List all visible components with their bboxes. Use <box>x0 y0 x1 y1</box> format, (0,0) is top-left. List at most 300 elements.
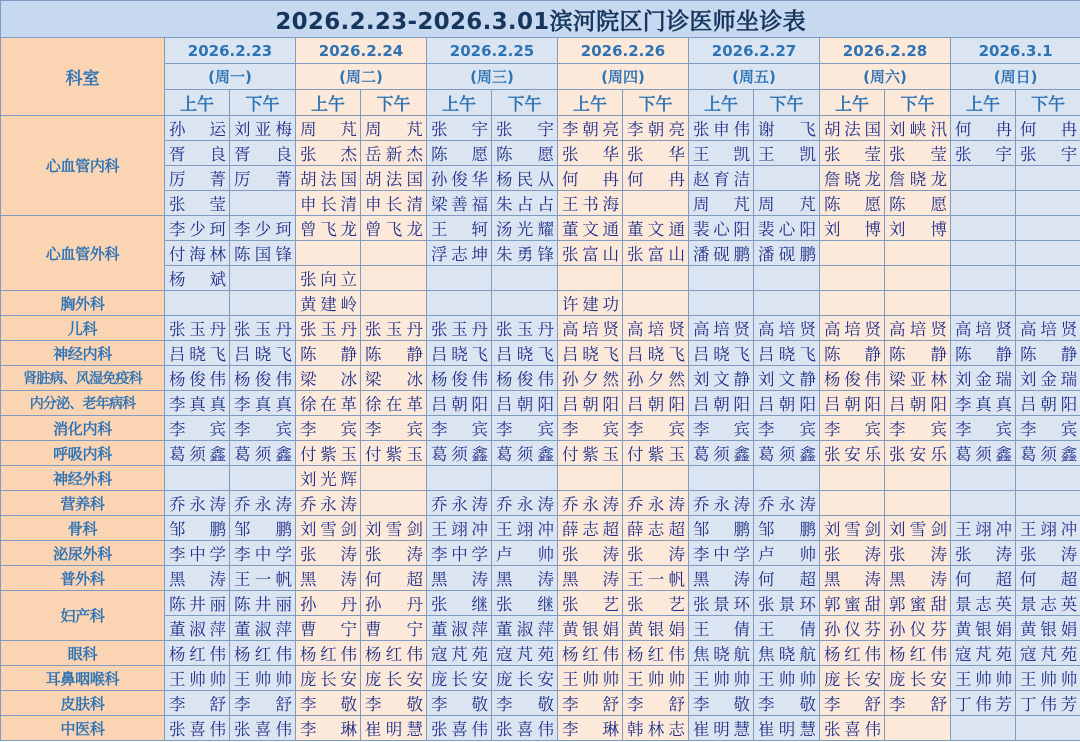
department-name: 神经内科 <box>1 341 165 366</box>
morning-header: 上午 <box>165 90 230 116</box>
doctor-cell: 李宾 <box>361 416 427 441</box>
department-name: 耳鼻咽喉科 <box>1 666 165 691</box>
doctor-cell: 张涛 <box>951 541 1016 566</box>
doctor-cell <box>820 266 885 291</box>
doctor-cell <box>820 466 885 491</box>
table-row <box>1 416 1080 441</box>
doctor-cell: 李舒 <box>885 691 951 716</box>
doctor-cell: 张华 <box>558 141 623 166</box>
doctor-cell: 寇芃苑 <box>427 641 492 666</box>
afternoon-header: 下午 <box>230 90 296 116</box>
doctor-cell: 庞长安 <box>820 666 885 691</box>
doctor-cell: 庞长安 <box>361 666 427 691</box>
doctor-cell: 黄银娟 <box>623 616 689 641</box>
doctor-cell <box>754 166 820 191</box>
doctor-cell: 周芃 <box>689 191 754 216</box>
doctor-cell: 李朝亮 <box>623 116 689 141</box>
doctor-cell: 裴心阳 <box>754 216 820 241</box>
doctor-cell: 李少珂 <box>230 216 296 241</box>
doctor-cell: 孙俊华 <box>427 166 492 191</box>
doctor-cell <box>361 291 427 316</box>
doctor-cell: 孙丹 <box>361 591 427 616</box>
doctor-cell: 高培贤 <box>689 316 754 341</box>
doctor-cell: 庞长安 <box>492 666 558 691</box>
doctor-cell: 张喜伟 <box>230 716 296 741</box>
doctor-cell <box>427 291 492 316</box>
table-row <box>1 516 1080 541</box>
doctor-cell: 杨民从 <box>492 166 558 191</box>
department-name: 消化内科 <box>1 416 165 441</box>
doctor-cell: 李宾 <box>820 416 885 441</box>
doctor-cell <box>951 191 1016 216</box>
doctor-cell: 何超 <box>754 566 820 591</box>
doctor-cell: 孙丹 <box>296 591 361 616</box>
doctor-cell <box>230 266 296 291</box>
doctor-cell: 乔永涛 <box>492 491 558 516</box>
doctor-cell: 陈井丽 <box>165 591 230 616</box>
day-weekday-header: (周二) <box>296 64 427 90</box>
doctor-cell: 黑涛 <box>296 566 361 591</box>
doctor-cell: 詹晓龙 <box>820 166 885 191</box>
doctor-cell <box>951 291 1016 316</box>
doctor-cell: 李宾 <box>623 416 689 441</box>
department-name: 儿科 <box>1 316 165 341</box>
doctor-cell: 高培贤 <box>885 316 951 341</box>
doctor-cell: 付紫玉 <box>361 441 427 466</box>
doctor-cell: 李敬 <box>296 691 361 716</box>
doctor-cell: 李敬 <box>492 691 558 716</box>
doctor-cell: 杨俊伟 <box>427 366 492 391</box>
doctor-cell: 邹鹏 <box>754 516 820 541</box>
doctor-cell: 焦晓航 <box>689 641 754 666</box>
doctor-cell: 陈静 <box>951 341 1016 366</box>
doctor-cell: 刘金瑞 <box>951 366 1016 391</box>
doctor-cell: 刘光辉 <box>296 466 361 491</box>
doctor-cell: 陈静 <box>1016 341 1080 366</box>
doctor-cell: 陈愿 <box>885 191 951 216</box>
doctor-cell: 杨俊伟 <box>820 366 885 391</box>
doctor-cell: 李少珂 <box>165 216 230 241</box>
doctor-cell <box>1016 466 1080 491</box>
doctor-cell: 卢帅 <box>754 541 820 566</box>
doctor-cell <box>230 191 296 216</box>
doctor-cell: 曹宁 <box>361 616 427 641</box>
doctor-cell: 詹晓龙 <box>885 166 951 191</box>
doctor-cell: 张涛 <box>361 541 427 566</box>
doctor-cell <box>623 266 689 291</box>
doctor-cell: 葛须鑫 <box>165 441 230 466</box>
doctor-cell: 葛须鑫 <box>951 441 1016 466</box>
doctor-cell: 周芃 <box>754 191 820 216</box>
doctor-cell: 崔明慧 <box>689 716 754 741</box>
doctor-cell: 韩林志 <box>623 716 689 741</box>
doctor-cell <box>558 266 623 291</box>
day-date-header: 2026.2.27 <box>689 38 820 64</box>
doctor-cell <box>558 466 623 491</box>
doctor-cell: 张莹 <box>885 141 951 166</box>
doctor-cell: 王帅帅 <box>230 666 296 691</box>
doctor-cell: 王凯 <box>754 141 820 166</box>
doctor-cell: 丁伟芳 <box>951 691 1016 716</box>
doctor-cell <box>427 266 492 291</box>
doctor-cell <box>689 291 754 316</box>
doctor-cell: 寇芃苑 <box>1016 641 1080 666</box>
department-name: 内分泌、老年病科 <box>1 391 165 416</box>
doctor-cell: 张莹 <box>820 141 885 166</box>
day-weekday-header: (周一) <box>165 64 296 90</box>
doctor-cell: 刘雪剑 <box>296 516 361 541</box>
doctor-cell: 王翊冲 <box>492 516 558 541</box>
doctor-cell: 刘峡汛 <box>885 116 951 141</box>
doctor-cell <box>427 466 492 491</box>
doctor-cell: 王帅帅 <box>689 666 754 691</box>
doctor-cell <box>754 291 820 316</box>
doctor-cell: 周芃 <box>361 116 427 141</box>
doctor-cell: 刘亚梅 <box>230 116 296 141</box>
doctor-cell: 李舒 <box>165 691 230 716</box>
day-date-header: 2026.2.26 <box>558 38 689 64</box>
department-name: 骨科 <box>1 516 165 541</box>
doctor-cell: 陈静 <box>361 341 427 366</box>
doctor-cell: 张景环 <box>754 591 820 616</box>
doctor-cell: 吕朝阳 <box>492 391 558 416</box>
doctor-cell: 葛须鑫 <box>492 441 558 466</box>
doctor-cell: 张申伟 <box>689 116 754 141</box>
doctor-cell: 杨红伟 <box>820 641 885 666</box>
day-weekday-header: (周四) <box>558 64 689 90</box>
doctor-cell <box>951 491 1016 516</box>
doctor-cell: 李敬 <box>361 691 427 716</box>
doctor-cell <box>492 466 558 491</box>
doctor-cell: 李中学 <box>689 541 754 566</box>
doctor-cell: 陈愿 <box>492 141 558 166</box>
doctor-cell: 李宾 <box>689 416 754 441</box>
doctor-cell: 寇芃苑 <box>951 641 1016 666</box>
table-row <box>1 716 1080 741</box>
department-name: 皮肤科 <box>1 691 165 716</box>
doctor-cell <box>623 191 689 216</box>
doctor-cell <box>885 291 951 316</box>
doctor-cell: 杨红伟 <box>296 641 361 666</box>
doctor-cell: 李琳 <box>558 716 623 741</box>
doctor-cell: 陈静 <box>296 341 361 366</box>
doctor-cell: 崔明慧 <box>361 716 427 741</box>
doctor-cell: 杨红伟 <box>623 641 689 666</box>
doctor-cell: 张玉丹 <box>427 316 492 341</box>
table-row <box>1 541 1080 566</box>
department-name: 妇产科 <box>1 591 165 641</box>
department-name: 营养科 <box>1 491 165 516</box>
doctor-cell: 吕朝阳 <box>754 391 820 416</box>
doctor-cell: 杨红伟 <box>230 641 296 666</box>
doctor-cell: 张艺 <box>558 591 623 616</box>
doctor-cell: 李舒 <box>230 691 296 716</box>
doctor-cell: 张喜伟 <box>165 716 230 741</box>
doctor-cell: 王帅帅 <box>951 666 1016 691</box>
doctor-cell: 陈国锋 <box>230 241 296 266</box>
doctor-cell: 景志英 <box>1016 591 1080 616</box>
doctor-cell: 张玉丹 <box>296 316 361 341</box>
table-row <box>1 341 1080 366</box>
doctor-cell: 付紫玉 <box>296 441 361 466</box>
doctor-cell: 高培贤 <box>558 316 623 341</box>
page-title: 2026.2.23-2026.3.01滨河院区门诊医师坐诊表 <box>1 1 1080 38</box>
doctor-cell: 王帅帅 <box>165 666 230 691</box>
doctor-cell: 李宾 <box>951 416 1016 441</box>
doctor-cell: 黄建岭 <box>296 291 361 316</box>
doctor-cell: 乔永涛 <box>558 491 623 516</box>
doctor-cell: 付紫玉 <box>558 441 623 466</box>
doctor-cell: 刘雪剑 <box>361 516 427 541</box>
doctor-cell: 李宾 <box>885 416 951 441</box>
doctor-cell: 李宾 <box>754 416 820 441</box>
doctor-cell: 李敬 <box>427 691 492 716</box>
doctor-cell: 汤光耀 <box>492 216 558 241</box>
doctor-cell: 胥良 <box>165 141 230 166</box>
doctor-cell: 吕晓飞 <box>427 341 492 366</box>
doctor-cell: 董文通 <box>623 216 689 241</box>
doctor-cell: 李真真 <box>951 391 1016 416</box>
doctor-cell: 吕晓飞 <box>754 341 820 366</box>
doctor-cell: 张喜伟 <box>427 716 492 741</box>
morning-header: 上午 <box>820 90 885 116</box>
doctor-cell: 张杰 <box>296 141 361 166</box>
morning-header: 上午 <box>558 90 623 116</box>
doctor-cell: 李朝亮 <box>558 116 623 141</box>
doctor-cell: 李舒 <box>820 691 885 716</box>
doctor-cell: 张宇 <box>951 141 1016 166</box>
doctor-cell: 谢飞 <box>754 116 820 141</box>
doctor-cell: 张涛 <box>885 541 951 566</box>
doctor-cell: 吕朝阳 <box>885 391 951 416</box>
doctor-cell: 寇芃苑 <box>492 641 558 666</box>
doctor-cell: 郭蜜甜 <box>885 591 951 616</box>
doctor-cell: 潘砚鹏 <box>689 241 754 266</box>
doctor-cell: 张涛 <box>1016 541 1080 566</box>
doctor-cell: 孙仪芬 <box>820 616 885 641</box>
doctor-cell: 何冉 <box>1016 116 1080 141</box>
doctor-cell: 周芃 <box>296 116 361 141</box>
doctor-cell <box>885 466 951 491</box>
day-weekday-header: (周日) <box>951 64 1080 90</box>
doctor-cell: 张向立 <box>296 266 361 291</box>
doctor-cell <box>492 266 558 291</box>
doctor-cell: 申长清 <box>296 191 361 216</box>
doctor-cell: 付紫玉 <box>623 441 689 466</box>
doctor-cell: 刘文静 <box>754 366 820 391</box>
doctor-cell <box>951 466 1016 491</box>
doctor-cell: 裴心阳 <box>689 216 754 241</box>
doctor-cell: 王翊冲 <box>427 516 492 541</box>
doctor-cell: 乔永涛 <box>623 491 689 516</box>
doctor-cell: 庞长安 <box>296 666 361 691</box>
department-name: 泌尿外科 <box>1 541 165 566</box>
doctor-cell: 王倩 <box>689 616 754 641</box>
doctor-cell: 岳新杰 <box>361 141 427 166</box>
doctor-cell: 李真真 <box>230 391 296 416</box>
doctor-cell: 黄银娟 <box>1016 616 1080 641</box>
doctor-cell: 景志英 <box>951 591 1016 616</box>
doctor-cell: 张玉丹 <box>361 316 427 341</box>
doctor-cell: 陈静 <box>820 341 885 366</box>
day-date-header: 2026.3.1 <box>951 38 1080 64</box>
doctor-cell: 胡法国 <box>361 166 427 191</box>
day-date-header: 2026.2.25 <box>427 38 558 64</box>
doctor-cell: 乔永涛 <box>754 491 820 516</box>
doctor-cell: 李宾 <box>165 416 230 441</box>
doctor-cell: 张富山 <box>623 241 689 266</box>
doctor-cell <box>689 266 754 291</box>
doctor-cell: 孙夕然 <box>623 366 689 391</box>
day-weekday-header: (周三) <box>427 64 558 90</box>
doctor-cell: 吕朝阳 <box>820 391 885 416</box>
day-date-header: 2026.2.24 <box>296 38 427 64</box>
doctor-cell: 杨红伟 <box>885 641 951 666</box>
doctor-cell <box>165 466 230 491</box>
doctor-cell: 焦晓航 <box>754 641 820 666</box>
doctor-cell: 张艺 <box>623 591 689 616</box>
doctor-cell: 张玉丹 <box>230 316 296 341</box>
doctor-cell: 丁伟芳 <box>1016 691 1080 716</box>
doctor-cell <box>361 466 427 491</box>
doctor-cell: 王帅帅 <box>558 666 623 691</box>
doctor-cell <box>623 466 689 491</box>
doctor-cell: 刘金瑞 <box>1016 366 1080 391</box>
doctor-cell <box>951 716 1016 741</box>
day-weekday-header: (周五) <box>689 64 820 90</box>
doctor-cell: 张涛 <box>296 541 361 566</box>
doctor-cell: 刘雪剑 <box>820 516 885 541</box>
doctor-cell: 葛须鑫 <box>427 441 492 466</box>
doctor-cell: 张玉丹 <box>165 316 230 341</box>
table-row <box>1 366 1080 391</box>
doctor-cell: 吕晓飞 <box>558 341 623 366</box>
doctor-cell <box>1016 216 1080 241</box>
day-date-header: 2026.2.23 <box>165 38 296 64</box>
table-row <box>1 566 1080 591</box>
table-row <box>1 591 1080 616</box>
table-row <box>1 691 1080 716</box>
afternoon-header: 下午 <box>885 90 951 116</box>
doctor-cell: 王一帆 <box>623 566 689 591</box>
doctor-cell: 张安乐 <box>820 441 885 466</box>
doctor-cell: 赵育洁 <box>689 166 754 191</box>
doctor-cell <box>820 291 885 316</box>
doctor-cell: 葛须鑫 <box>754 441 820 466</box>
doctor-cell: 董淑萍 <box>427 616 492 641</box>
doctor-cell: 申长清 <box>361 191 427 216</box>
doctor-cell: 曾飞龙 <box>361 216 427 241</box>
doctor-cell: 张宇 <box>492 116 558 141</box>
table-row <box>1 666 1080 691</box>
doctor-cell: 杨斌 <box>165 266 230 291</box>
department-name: 胸外科 <box>1 291 165 316</box>
doctor-cell: 乔永涛 <box>165 491 230 516</box>
doctor-cell: 杨红伟 <box>165 641 230 666</box>
doctor-cell: 王帅帅 <box>623 666 689 691</box>
doctor-cell: 黑涛 <box>885 566 951 591</box>
doctor-cell: 黄银娟 <box>951 616 1016 641</box>
morning-header: 上午 <box>951 90 1016 116</box>
doctor-cell: 吕晓飞 <box>492 341 558 366</box>
doctor-cell: 曹宁 <box>296 616 361 641</box>
doctor-cell: 李宾 <box>230 416 296 441</box>
doctor-cell: 张涛 <box>820 541 885 566</box>
doctor-cell <box>754 266 820 291</box>
doctor-cell: 何超 <box>361 566 427 591</box>
doctor-cell: 张喜伟 <box>492 716 558 741</box>
doctor-cell: 葛须鑫 <box>230 441 296 466</box>
doctor-cell: 黑涛 <box>165 566 230 591</box>
morning-header: 上午 <box>427 90 492 116</box>
doctor-cell <box>885 241 951 266</box>
doctor-cell: 杨俊伟 <box>230 366 296 391</box>
doctor-cell: 吕晓飞 <box>230 341 296 366</box>
doctor-cell: 李中学 <box>230 541 296 566</box>
doctor-cell: 孙运 <box>165 116 230 141</box>
doctor-cell: 李舒 <box>623 691 689 716</box>
doctor-cell: 张玉丹 <box>492 316 558 341</box>
doctor-cell: 张宇 <box>427 116 492 141</box>
day-date-header: 2026.2.28 <box>820 38 951 64</box>
doctor-cell <box>361 491 427 516</box>
morning-header: 上午 <box>689 90 754 116</box>
doctor-cell: 何冉 <box>558 166 623 191</box>
afternoon-header: 下午 <box>754 90 820 116</box>
doctor-cell: 陈愿 <box>820 191 885 216</box>
doctor-cell: 黑涛 <box>492 566 558 591</box>
doctor-cell: 董文通 <box>558 216 623 241</box>
doctor-cell <box>1016 166 1080 191</box>
doctor-cell: 徐在革 <box>361 391 427 416</box>
doctor-cell: 徐在革 <box>296 391 361 416</box>
doctor-cell: 黑涛 <box>689 566 754 591</box>
afternoon-header: 下午 <box>492 90 558 116</box>
doctor-cell: 张华 <box>623 141 689 166</box>
doctor-cell: 吕朝阳 <box>623 391 689 416</box>
doctor-cell: 张继 <box>427 591 492 616</box>
doctor-cell: 高培贤 <box>754 316 820 341</box>
doctor-cell: 何超 <box>1016 566 1080 591</box>
table-row <box>1 291 1080 316</box>
doctor-cell <box>1016 716 1080 741</box>
doctor-cell: 吕晓飞 <box>165 341 230 366</box>
doctor-cell: 吕朝阳 <box>1016 391 1080 416</box>
doctor-cell <box>361 266 427 291</box>
table-row <box>1 316 1080 341</box>
doctor-cell: 王帅帅 <box>1016 666 1080 691</box>
doctor-cell: 吕朝阳 <box>689 391 754 416</box>
doctor-cell: 杨红伟 <box>558 641 623 666</box>
doctor-cell: 薛志超 <box>558 516 623 541</box>
doctor-cell: 张莹 <box>165 191 230 216</box>
doctor-cell <box>820 491 885 516</box>
doctor-cell: 胥良 <box>230 141 296 166</box>
doctor-cell: 朱勇锋 <box>492 241 558 266</box>
doctor-cell <box>230 291 296 316</box>
doctor-cell: 乔永涛 <box>230 491 296 516</box>
department-name: 神经外科 <box>1 466 165 491</box>
doctor-cell: 梁冰 <box>361 366 427 391</box>
doctor-cell <box>689 466 754 491</box>
doctor-cell: 孙夕然 <box>558 366 623 391</box>
doctor-cell: 高培贤 <box>951 316 1016 341</box>
doctor-cell: 邹鹏 <box>165 516 230 541</box>
dept-column-header: 科室 <box>1 38 165 116</box>
doctor-cell: 李中学 <box>165 541 230 566</box>
doctor-cell: 张宇 <box>1016 141 1080 166</box>
table-row <box>1 466 1080 491</box>
